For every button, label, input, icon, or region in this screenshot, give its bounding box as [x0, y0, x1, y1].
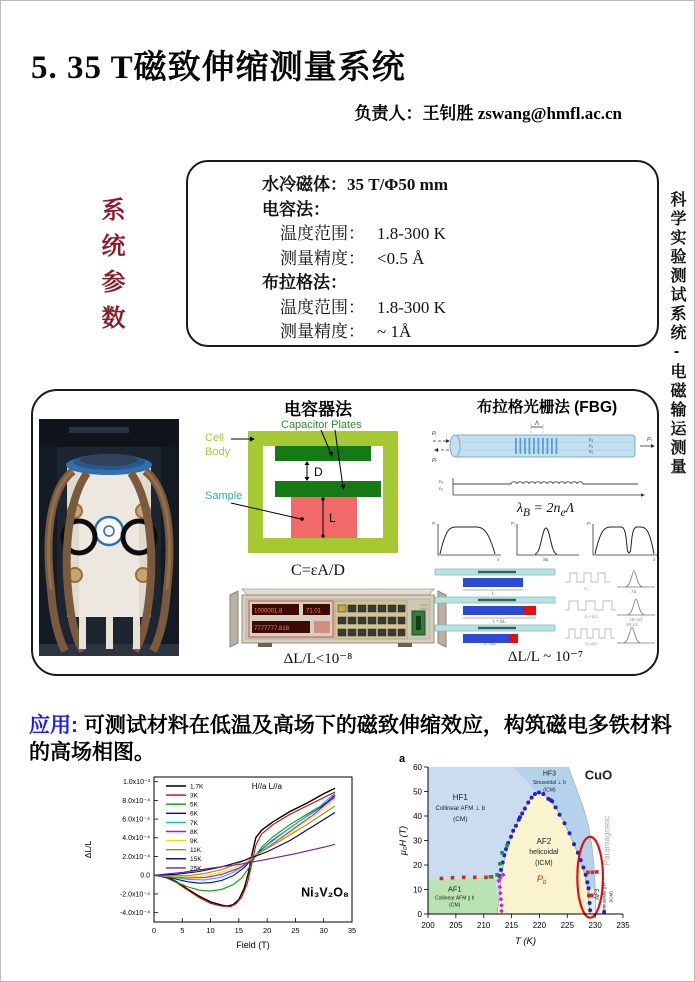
capacitor-method-header: 电容器法 — [284, 400, 352, 419]
svg-text:AF1: AF1 — [447, 884, 462, 894]
svg-text:15K: 15K — [190, 856, 202, 864]
fbg-method-header: 布拉格光栅法 (FBG) — [476, 399, 618, 416]
svg-text:235: 235 — [616, 921, 630, 930]
svg-text:Ni₃V₂O₈: Ni₃V₂O₈ — [301, 885, 349, 900]
svg-text:8.0x10⁻⁴: 8.0x10⁻⁴ — [122, 797, 150, 805]
svg-text:200: 200 — [421, 921, 435, 930]
methods-box — [31, 389, 659, 676]
svg-text:4.0x10⁻⁴: 4.0x10⁻⁴ — [122, 835, 150, 843]
svg-text:20: 20 — [413, 860, 422, 870]
row3-peak-label: λB-Δλ — [625, 622, 639, 627]
row2-peak-label: λB+Δλ — [629, 617, 643, 622]
svg-text:Field (T): Field (T) — [236, 940, 270, 950]
svg-text:1.7K: 1.7K — [190, 783, 204, 791]
row3-wave-label: Λ₀-ΔΛ — [584, 641, 598, 645]
svg-text:1.0x10⁻³: 1.0x10⁻³ — [122, 779, 150, 787]
svg-text:11K: 11K — [190, 847, 202, 855]
led-display-1: 1000001.8 — [254, 608, 283, 615]
length-l-label: L — [329, 511, 336, 525]
svg-text:HF3: HF3 — [542, 770, 557, 778]
svg-text:(CM): (CM) — [453, 815, 468, 823]
spectrum-lambdaB-label: λB — [543, 557, 549, 562]
fbg-fiber-diagram — [431, 419, 659, 473]
magnetostriction-chart — [79, 769, 389, 971]
svg-text:10: 10 — [206, 926, 215, 935]
svg-text:50: 50 — [413, 787, 422, 797]
svg-text:3K: 3K — [190, 792, 198, 800]
owner-line: 负责人：王钊胜 zswang@hmfl.ac.cn — [354, 104, 622, 123]
svg-text:10: 10 — [413, 885, 422, 895]
cell-body-label-1: Cell — [205, 432, 224, 444]
fiber-input-label: Pᵢ — [432, 431, 437, 437]
svg-text:35: 35 — [347, 926, 357, 935]
svg-text:6.0x10⁻⁴: 6.0x10⁻⁴ — [122, 816, 150, 824]
fiber-reflected-label: Pᵣ — [432, 458, 437, 464]
svg-text:ΔL/L: ΔL/L — [83, 840, 93, 859]
spectrum-lambda2: λ — [653, 557, 656, 562]
param-fbg-method: 布拉格法： — [262, 273, 347, 292]
fbg-spectra — [431, 519, 659, 563]
n3-label: n₃ — [589, 437, 594, 442]
svg-text:CuO: CuO — [584, 767, 613, 783]
system-parameters-box — [186, 160, 659, 347]
fbg-index-profile — [433, 475, 658, 501]
svg-text:(ICM): (ICM) — [543, 787, 556, 794]
svg-text:30: 30 — [413, 836, 422, 846]
svg-text:a: a — [399, 753, 406, 765]
svg-text:9K: 9K — [190, 838, 198, 845]
led-display-3: 7777777.818 — [254, 626, 290, 632]
svg-text:215: 215 — [504, 921, 519, 930]
capacitance-bridge-photo — [228, 581, 448, 651]
svg-text:25K: 25K — [190, 865, 202, 873]
svg-text:HF1: HF1 — [452, 793, 468, 803]
svg-text:40: 40 — [413, 811, 422, 821]
sample-label: Sample — [205, 490, 243, 502]
row1-peak-label: λB — [631, 589, 637, 594]
fiber-transmitted-label: Pₜ — [647, 437, 653, 443]
cell-body-label-2: Body — [205, 446, 231, 458]
svg-text:Collinear AFM ∥ b: Collinear AFM ∥ b — [435, 895, 475, 902]
svg-text:0: 0 — [151, 926, 157, 935]
spectrum-in-label: Pᵢ — [432, 521, 436, 526]
row1-wave-label: Λ₀ — [583, 586, 589, 591]
spectrum-out-label: Pₜ — [587, 521, 592, 526]
svg-text:μ₀H (T): μ₀H (T) — [398, 825, 408, 856]
grating-period-label: Λ — [535, 421, 540, 427]
svg-text:-2.0x10⁻⁴: -2.0x10⁻⁴ — [119, 891, 150, 899]
svg-text:Pb: $P_b$ — [536, 874, 547, 887]
capacitor-diagram — [203, 419, 433, 563]
svg-text:Paramagnetic: Paramagnetic — [602, 815, 612, 866]
spectrum-refl-label: Pᵣ — [511, 521, 516, 526]
svg-text:(CM): (CM) — [449, 902, 461, 909]
magnet-logo — [95, 517, 123, 545]
svg-text:sinusoidal ∥ b: sinusoidal ∥ b — [601, 883, 607, 911]
param-fbg-temp: 温度范围： 1.8-300 K — [280, 297, 446, 317]
svg-text:205: 205 — [449, 921, 463, 930]
capacitor-plates-label: Capacitor Plates — [281, 419, 362, 431]
application-text: 可测试材料在低温及高场下的磁致伸缩效应，构筑磁电多铁材料的高场相图。 — [29, 714, 672, 764]
spectrum-lambda1: λ — [497, 557, 500, 562]
capacitance-resolution: ΔL/L<10⁻⁸ — [283, 651, 353, 667]
param-cap-method: 电容法： — [262, 199, 330, 219]
gap-d-label: D — [314, 465, 323, 479]
svg-text:AF3: AF3 — [595, 888, 602, 900]
row1-length-label: L — [491, 590, 495, 596]
fbg-strain-rows — [433, 567, 658, 645]
magnet-probe-photo — [39, 419, 179, 656]
svg-text:(ICM): (ICM) — [608, 891, 614, 903]
svg-text:Collinear AFM ⊥ b: Collinear AFM ⊥ b — [435, 805, 486, 812]
system-params-vertical-label: 系统参数 — [97, 197, 124, 341]
svg-text:AF2: AF2 — [536, 837, 552, 847]
application-label: 应用: — [29, 714, 78, 737]
svg-text:(ICM): (ICM) — [535, 860, 553, 867]
n2-label: n₂ — [589, 449, 594, 454]
row2-length-label: L + ΔL — [492, 618, 506, 624]
phase-diagram-chart — [397, 751, 692, 966]
svg-text:0: 0 — [417, 909, 422, 919]
svg-text:225: 225 — [560, 921, 574, 930]
svg-text:-4.0x10⁻⁴: -4.0x10⁻⁴ — [119, 910, 150, 918]
svg-text:230: 230 — [588, 921, 602, 930]
param-cap-precision: 测量精度： <0.5 Å — [280, 248, 425, 268]
row2-wave-label: Λ₀+ΔΛ — [584, 614, 598, 619]
svg-text:7K: 7K — [190, 819, 198, 827]
param-magnet: 水冷磁体：35 T/Φ50 mm — [262, 175, 448, 194]
param-fbg-precision: 测量精度： ~ 1Å — [280, 322, 412, 341]
page-title: 5. 35 T磁致伸缩测量系统 — [31, 50, 406, 86]
n1-label: n₁ — [589, 443, 594, 448]
svg-text:8K: 8K — [190, 828, 198, 836]
profile-n3-label: n₃ — [439, 479, 444, 484]
svg-text:25: 25 — [291, 926, 300, 935]
svg-text:5: 5 — [180, 926, 185, 935]
category-vertical-label: 科学实验测试系统-电磁输运测量 — [668, 191, 685, 477]
svg-text:H//a L//a: H//a L//a — [251, 782, 282, 791]
keypad-buttons — [338, 605, 405, 636]
led-display-2: 71.01 — [306, 608, 322, 615]
svg-text:T (K): T (K) — [514, 936, 537, 947]
svg-text:15: 15 — [234, 926, 244, 935]
capacitance-formula: C=εA/D — [291, 562, 345, 579]
svg-text:Sinusoidal ⊥ b: Sinusoidal ⊥ b — [532, 780, 566, 787]
svg-text:0.0: 0.0 — [140, 872, 150, 880]
svg-text:helicoidal: helicoidal — [529, 848, 559, 856]
bragg-formula: $\lambda_B = 2n_e\Lambda$ — [516, 501, 575, 519]
row3-length-label: L - ΔL — [484, 640, 496, 645]
svg-text:5K: 5K — [190, 801, 198, 809]
profile-n1-label: n₁ — [439, 486, 444, 491]
fbg-resolution: ΔL/L ~ 10⁻⁷ — [507, 649, 584, 665]
svg-text:220: 220 — [532, 921, 547, 930]
svg-text:210: 210 — [477, 921, 491, 930]
svg-text:20: 20 — [262, 926, 272, 935]
svg-text:2.0x10⁻⁴: 2.0x10⁻⁴ — [122, 853, 150, 861]
param-cap-temp: 温度范围： 1.8-300 K — [280, 224, 446, 243]
svg-text:60: 60 — [413, 762, 422, 772]
svg-text:30: 30 — [319, 926, 328, 935]
svg-text:6K: 6K — [190, 810, 198, 818]
